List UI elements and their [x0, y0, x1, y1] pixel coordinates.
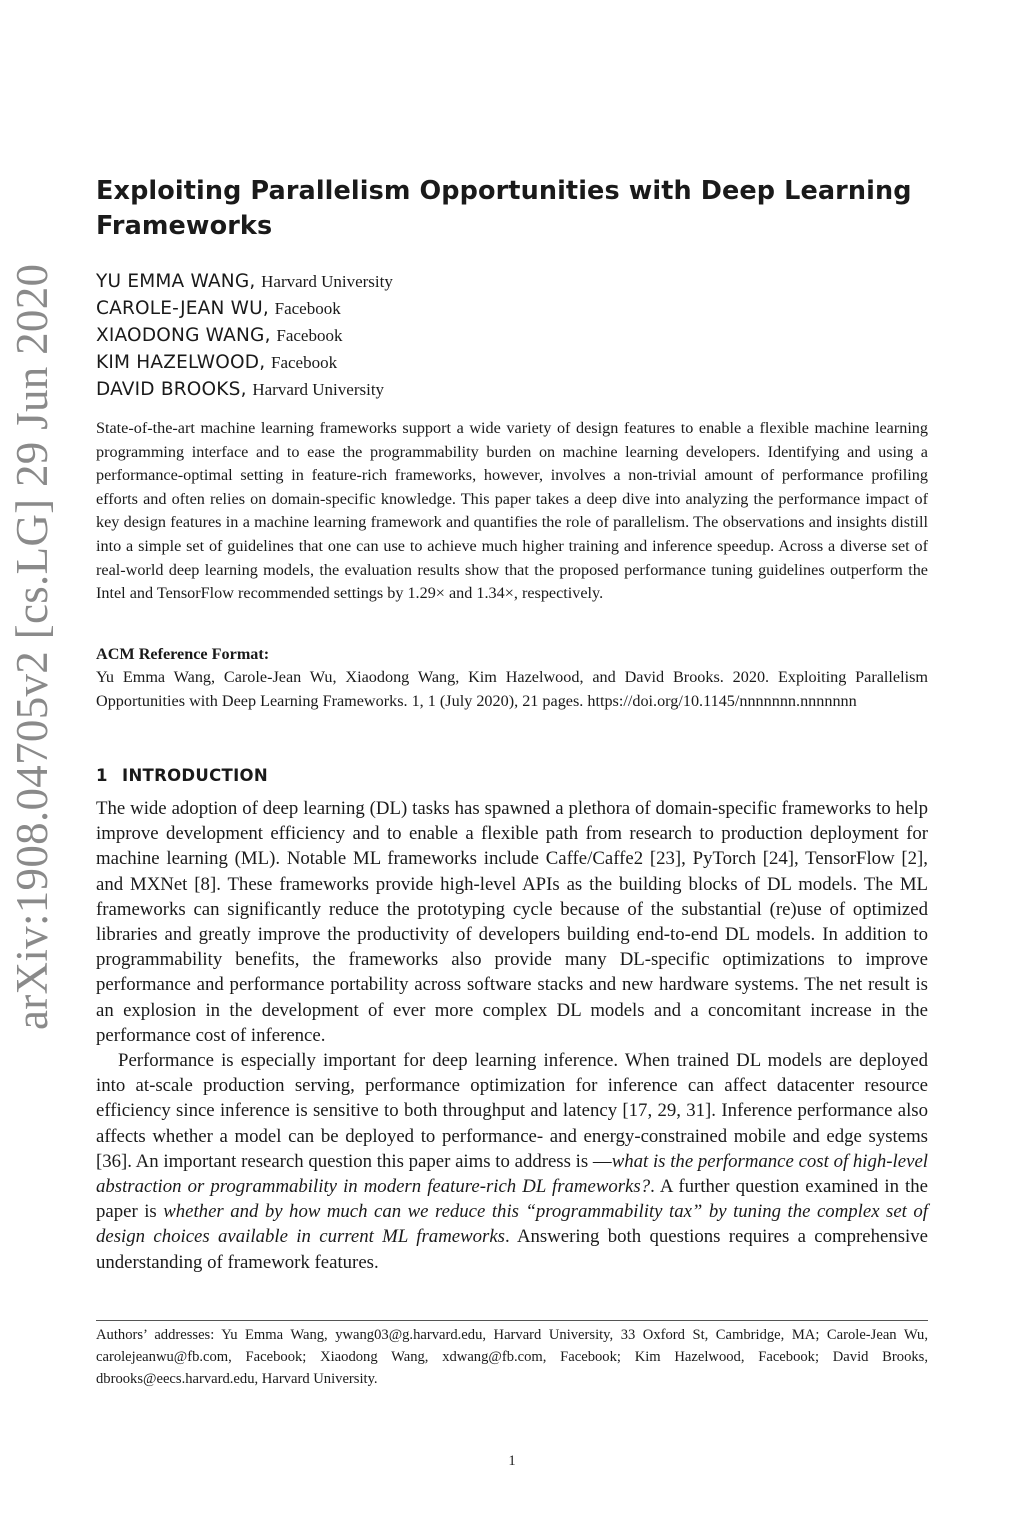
page-number: 1: [508, 1453, 516, 1469]
author-name: YU EMMA WANG: [96, 271, 250, 292]
section-number: 1: [96, 766, 108, 785]
paper-title: Exploiting Parallelism Opportunities with Deep Learning Frameworks: [96, 176, 912, 241]
author-entry: YU EMMA WANG, Harvard University: [96, 271, 393, 292]
arxiv-stamp: arXiv:1908.04705v2 [cs.LG] 29 Jun 2020: [7, 263, 57, 1030]
section-body: [96, 796, 928, 1275]
intro-paragraph-1: The wide adoption of deep learning (DL) tasks has spawned a plethora of domain-specific frameworks to help improve development efficiency and to enable a flexible path from research to production deployment for machine learning (ML). Notable ML frameworks include Caffe/Caffe2 [23], PyTorch [24], TensorFlow [2], and MXNet [8]. These frameworks provide high-level APIs as the building blocks of DL models. The ML frameworks can significantly reduce the prototyping cycle because of the substantial (re)use of optimized libraries and greatly improve the productivity of developers building end-to-end DL models. In addition to programmability benefits, the frameworks also provide many DL-specific optimizations to improve performance and performance portability across software stacks and new hardware systems. The net result is an explosion in the development of ever more complex DL models and a concomitant increase in the performance cost of inference.: [96, 798, 928, 1046]
acm-reference: [96, 642, 928, 713]
section-heading: [96, 766, 928, 786]
section-title: INTRODUCTION: [122, 766, 268, 785]
footnote-divider: [96, 1320, 928, 1321]
intro-p2-text-1: Performance is especially important for deep learning inference. When trained DL models are deployed into at-scale production serving, performance optimization for inference can affect datacenter resource efficiency since inference is sensitive to both throughput and latency [17, 29, 31]. Inference performance also affects whether a model can be deployed to performance- and energy-constrained mobile and edge systems [36]. An important research question this paper aims to address is —: [96, 1050, 928, 1172]
author-name: KIM HAZELWOOD: [96, 352, 260, 373]
author-name: XIAODONG WANG: [96, 325, 265, 346]
author-name: CAROLE-JEAN WU: [96, 298, 263, 319]
author-entry: KIM HAZELWOOD, Facebook: [96, 352, 338, 373]
intro-p2-italic-2: whether and by how much can we reduce this “programmability tax” by tuning the complex set of design choices available in current ML frameworks: [96, 1201, 928, 1248]
author-entry: DAVID BROOKS, Harvard University: [96, 379, 385, 400]
author-entry: XIAODONG WANG, Facebook: [96, 325, 343, 346]
author-affiliation: Harvard University: [252, 380, 385, 399]
footnote: Authors’ addresses: Yu Emma Wang, ywang03@g.harvard.edu, Harvard University, 33 Oxford St, Cambridge, MA; Carole-Jean Wu, carolejeanwu@fb.com, Facebook; Xiaodong Wang, xdwang@fb.com, Facebook; Kim Hazelwood, Facebook; David Brooks, dbrooks@eecs.harvard.edu, Harvard University.: [96, 1327, 928, 1387]
author-affiliation: Facebook: [274, 299, 341, 318]
author-affiliation: Facebook: [276, 326, 343, 345]
acm-reference-text: Yu Emma Wang, Carole-Jean Wu, Xiaodong Wang, Kim Hazelwood, and David Brooks. 2020. Exploiting Parallelism Opportunities with Deep Learning Frameworks. 1, 1 (July 2020), 21 pages. https://doi.org/10.1145/nnnnnnn.nnnnnnn: [96, 668, 928, 710]
author-list: [96, 268, 928, 403]
intro-p2-text-2: . A further question examined in the paper is: [96, 1176, 928, 1223]
intro-p2-text-3: . Answering both questions requires a comprehensive understanding of framework features.: [96, 1226, 928, 1273]
author-affiliation: Harvard University: [261, 272, 393, 291]
intro-p2-italic-1: what is the performance cost of high-level abstraction or programmability in modern feature-rich DL frameworks?: [96, 1150, 928, 1198]
intro-paragraph-2: [96, 1048, 928, 1275]
acm-reference-heading: ACM Reference Format:: [96, 645, 270, 663]
author-name: DAVID BROOKS: [96, 379, 241, 400]
abstract: State-of-the-art machine learning frameworks support a wide variety of design features to enable a flexible machine learning programming interface and to ease the programmability burden on machine learning developers. Identifying and using a performance-optimal setting in feature-rich frameworks, however, involves a non-trivial amount of performance profiling efforts and often relies on domain-specific knowledge. This paper takes a deep dive into analyzing the performance impact of key design features in a machine learning framework and quantifies the role of parallelism. The observations and insights distill into a simple set of guidelines that one can use to achieve much higher training and inference speedup. Across a diverse set of real-world deep learning models, the evaluation results show that the proposed performance tuning guidelines outperform the Intel and TensorFlow recommended settings by 1.29× and 1.34×, respectively.: [96, 419, 928, 603]
author-entry: CAROLE-JEAN WU, Facebook: [96, 298, 341, 319]
author-affiliation: Facebook: [271, 353, 338, 372]
